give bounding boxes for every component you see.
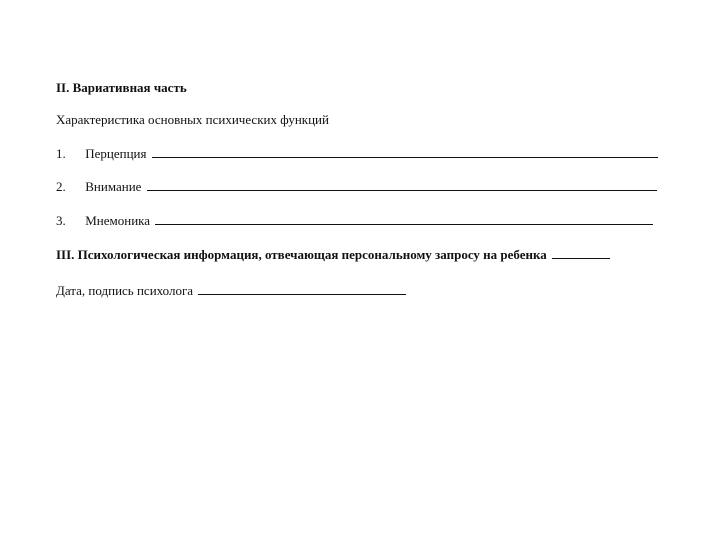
mnemonics-blank-line[interactable] — [155, 213, 653, 225]
signature-line — [56, 283, 406, 299]
perception-blank-line[interactable] — [152, 146, 658, 158]
item-label: Перцепция — [85, 146, 147, 161]
attention-blank-line[interactable] — [147, 179, 657, 191]
section-3-heading-text: III. Психологическая информация, отвечающая персональному запросу на ребенка — [56, 247, 547, 262]
section-2-heading — [56, 80, 187, 96]
item-label: Внимание — [85, 179, 142, 194]
item-label: Мнемоника — [85, 213, 151, 228]
section-2-heading-text: II. Вариативная часть — [56, 80, 187, 95]
section-3-heading — [56, 247, 610, 263]
item-perception — [56, 146, 658, 162]
item-mnemonics — [56, 213, 653, 229]
item-number: 1. — [56, 146, 66, 161]
signature-blank-line[interactable] — [198, 283, 406, 295]
item-number: 2. — [56, 179, 66, 194]
section-2-subheading-text: Характеристика основных психических функций — [56, 112, 329, 127]
section-2-subheading — [56, 112, 329, 128]
signature-label: Дата, подпись психолога — [56, 283, 194, 298]
item-attention — [56, 179, 657, 195]
section-3-blank-line[interactable] — [552, 247, 610, 259]
item-number: 3. — [56, 213, 66, 228]
